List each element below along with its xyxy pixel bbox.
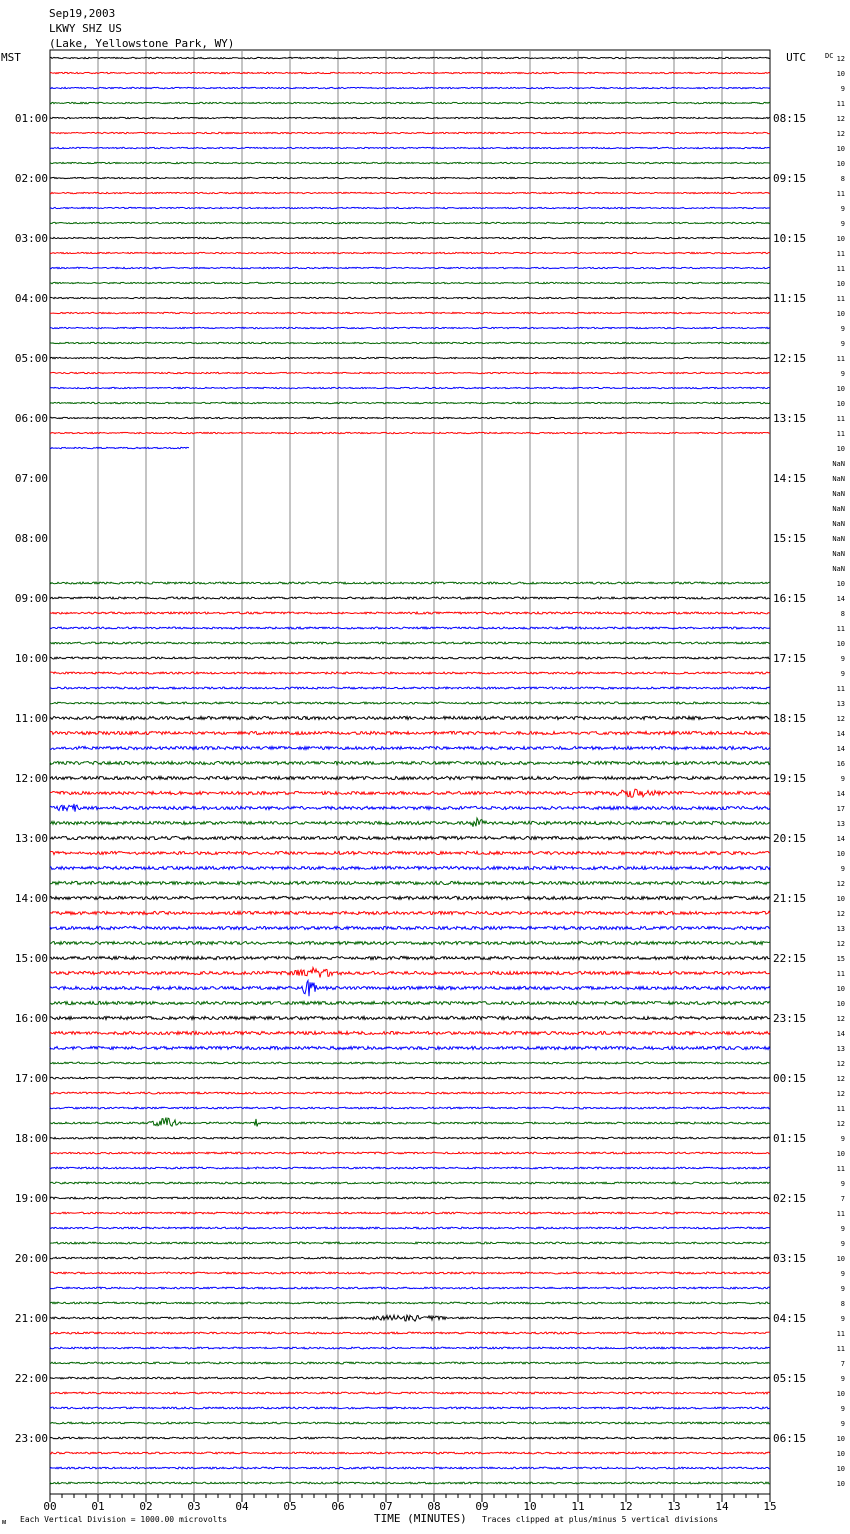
seismic-trace <box>50 327 770 328</box>
dc-value: NaN <box>832 505 845 513</box>
dc-value: 9 <box>840 775 845 783</box>
dc-value: 11 <box>836 430 845 438</box>
dc-value: 13 <box>836 1045 845 1053</box>
hour-label-mst: 05:00 <box>14 352 48 365</box>
plot-frame <box>50 50 770 1494</box>
dc-value: 9 <box>840 1285 845 1293</box>
hour-label-utc: 06:15 <box>773 1432 807 1445</box>
seismic-trace <box>50 297 770 298</box>
seismic-trace <box>50 657 770 659</box>
clip-note: Traces clipped at plus/minus 5 vertical divisions <box>482 1515 719 1524</box>
hour-label-utc: 14:15 <box>773 472 807 485</box>
seismic-trace <box>50 207 770 208</box>
dc-value: 10 <box>836 1150 845 1158</box>
dc-value: 12 <box>836 1120 845 1128</box>
dc-value: 14 <box>836 730 845 738</box>
seismic-trace <box>50 687 770 689</box>
dc-value: 9 <box>840 325 845 333</box>
hour-label-mst: 16:00 <box>14 1012 48 1025</box>
seismic-trace <box>50 981 770 997</box>
dc-value: 11 <box>836 625 845 633</box>
dc-value: 14 <box>836 745 845 753</box>
hour-label-mst: 18:00 <box>14 1132 48 1145</box>
hour-label-mst: 08:00 <box>14 532 48 545</box>
x-tick-label: 00 <box>43 1500 57 1513</box>
hour-label-mst: 11:00 <box>14 712 48 725</box>
seismic-trace <box>50 162 770 163</box>
seismic-trace <box>50 432 770 433</box>
x-tick-label: 10 <box>523 1500 537 1513</box>
seismic-trace <box>50 1092 770 1094</box>
dc-value: 12 <box>836 1060 845 1068</box>
x-tick-label: 13 <box>667 1500 681 1513</box>
dc-value: 12 <box>836 880 845 888</box>
seismic-trace <box>50 1422 770 1424</box>
seismic-trace <box>50 357 770 358</box>
seismic-trace <box>50 177 770 178</box>
dc-value: 13 <box>836 820 845 828</box>
hour-label-mst: 14:00 <box>14 892 48 905</box>
seismic-trace <box>50 1467 770 1469</box>
seismic-trace <box>50 387 770 388</box>
dc-value: 9 <box>840 1240 845 1248</box>
hour-label-mst: 20:00 <box>14 1252 48 1265</box>
hour-label-utc: 19:15 <box>773 772 807 785</box>
dc-value: 10 <box>836 640 845 648</box>
dc-value: 9 <box>840 655 845 663</box>
dc-value: 13 <box>836 925 845 933</box>
seismic-trace <box>50 1137 770 1139</box>
x-tick-label: 05 <box>283 1500 297 1513</box>
seismic-trace <box>50 1227 770 1229</box>
dc-value: 10 <box>836 850 845 858</box>
dc-value: 9 <box>840 865 845 873</box>
dc-value: 12 <box>836 715 845 723</box>
dc-value: 9 <box>840 1135 845 1143</box>
hour-label-mst: 04:00 <box>14 292 48 305</box>
dc-value: 12 <box>836 1075 845 1083</box>
seismic-trace <box>50 716 770 719</box>
dc-value: NaN <box>832 475 845 483</box>
hour-label-mst: 19:00 <box>14 1192 48 1205</box>
dc-value: 10 <box>836 310 845 318</box>
hour-label-utc: 02:15 <box>773 1192 807 1205</box>
dc-value: 9 <box>840 1420 845 1428</box>
dc-value: 9 <box>840 1270 845 1278</box>
x-axis-title: TIME (MINUTES) <box>374 1512 467 1525</box>
seismic-trace <box>50 1377 770 1379</box>
seismic-trace <box>50 746 770 749</box>
hour-label-mst: 10:00 <box>14 652 48 665</box>
dc-value: 10 <box>836 895 845 903</box>
seismic-trace <box>50 804 770 812</box>
scale-note: Each Vertical Division = 1000.00 microvolts <box>20 1515 228 1524</box>
seismic-trace <box>50 1482 770 1484</box>
dc-value: NaN <box>832 565 845 573</box>
dc-value: 15 <box>836 955 845 963</box>
dc-value: 10 <box>836 70 845 78</box>
seismic-trace <box>50 968 770 978</box>
seismic-trace <box>50 1001 770 1004</box>
dc-value: 10 <box>836 145 845 153</box>
dc-value: 9 <box>840 85 845 93</box>
hour-label-mst: 13:00 <box>14 832 48 845</box>
hour-label-mst: 23:00 <box>14 1432 48 1445</box>
dc-value: 11 <box>836 1165 845 1173</box>
dc-value: 10 <box>836 1435 845 1443</box>
hour-label-utc: 04:15 <box>773 1312 807 1325</box>
dc-value: 9 <box>840 1405 845 1413</box>
header-date: Sep19,2003 <box>49 7 116 20</box>
hour-label-mst: 03:00 <box>14 232 48 245</box>
dc-value: 11 <box>836 190 845 198</box>
seismic-trace <box>50 1407 770 1409</box>
dc-value: 11 <box>836 295 845 303</box>
seismic-trace <box>50 72 770 73</box>
dc-value: NaN <box>832 535 845 543</box>
x-tick-label: 09 <box>475 1500 489 1513</box>
dc-value: 11 <box>836 1105 845 1113</box>
hour-label-utc: 18:15 <box>773 712 807 725</box>
hour-label-mst: 02:00 <box>14 172 48 185</box>
left-zone-label: MST <box>1 51 21 64</box>
seismic-trace <box>50 282 770 283</box>
dc-value: 12 <box>836 940 845 948</box>
hour-label-mst: 22:00 <box>14 1372 48 1385</box>
seismic-trace <box>50 731 770 734</box>
seismic-trace <box>50 342 770 343</box>
seismic-trace <box>50 702 770 704</box>
hour-label-mst: 06:00 <box>14 412 48 425</box>
seismic-trace <box>50 1077 770 1079</box>
hour-label-utc: 16:15 <box>773 592 807 605</box>
dc-value: 9 <box>840 220 845 228</box>
seismic-trace <box>50 866 770 869</box>
dc-value: 10 <box>836 580 845 588</box>
dc-value: 13 <box>836 700 845 708</box>
hour-label-mst: 15:00 <box>14 952 48 965</box>
dc-value: 14 <box>836 835 845 843</box>
seismic-trace <box>50 222 770 223</box>
dc-value: 8 <box>840 610 845 618</box>
dc-value: 10 <box>836 445 845 453</box>
dc-value: 12 <box>836 910 845 918</box>
right-zone-label: UTC <box>786 51 806 64</box>
x-tick-label: 06 <box>331 1500 345 1513</box>
seismic-trace <box>50 911 770 914</box>
dc-value: 9 <box>840 1375 845 1383</box>
header-station: LKWY SHZ US <box>49 22 122 35</box>
dc-value: 11 <box>836 355 845 363</box>
dc-value: 10 <box>836 160 845 168</box>
hour-label-utc: 15:15 <box>773 532 807 545</box>
seismic-trace <box>50 57 770 58</box>
dc-value: 11 <box>836 1210 845 1218</box>
seismic-trace <box>50 1016 770 1019</box>
hour-label-utc: 17:15 <box>773 652 807 665</box>
dc-value: 9 <box>840 340 845 348</box>
hour-label-utc: 22:15 <box>773 952 807 965</box>
seismic-trace <box>50 117 770 118</box>
dc-value: 8 <box>840 1300 845 1308</box>
dc-value: 11 <box>836 970 845 978</box>
seismic-trace <box>50 851 770 854</box>
seismic-trace <box>50 1152 770 1154</box>
dc-value: 10 <box>836 280 845 288</box>
x-tick-label: 12 <box>619 1500 633 1513</box>
dc-value: 10 <box>836 1480 845 1488</box>
dc-value: 11 <box>836 265 845 273</box>
seismic-trace <box>50 132 770 133</box>
seismic-trace <box>50 1302 770 1304</box>
seismic-trace <box>50 582 770 584</box>
seismic-trace <box>50 761 770 764</box>
seismic-trace <box>50 1272 770 1274</box>
seismic-trace <box>50 1197 770 1199</box>
seismic-trace <box>50 1332 770 1334</box>
hour-label-utc: 05:15 <box>773 1372 807 1385</box>
seismic-trace <box>50 956 770 959</box>
hour-label-utc: 11:15 <box>773 292 807 305</box>
dc-value: 11 <box>836 685 845 693</box>
hour-label-utc: 09:15 <box>773 172 807 185</box>
dc-value: 17 <box>836 805 845 813</box>
seismic-trace <box>50 417 770 418</box>
dc-value: 14 <box>836 1030 845 1038</box>
seismic-trace <box>50 1257 770 1259</box>
seismic-trace <box>50 941 770 944</box>
dc-value: 8 <box>840 175 845 183</box>
seismic-trace <box>50 1118 770 1127</box>
seismic-trace <box>50 627 770 629</box>
dc-value: 9 <box>840 670 845 678</box>
hour-label-utc: 03:15 <box>773 1252 807 1265</box>
dc-label: DC <box>825 52 834 60</box>
dc-value: 11 <box>836 1330 845 1338</box>
corner-mark: ᴍ <box>2 1518 7 1526</box>
seismic-trace <box>50 896 770 899</box>
seismic-trace <box>50 1046 770 1049</box>
dc-value: 14 <box>836 595 845 603</box>
hour-label-mst: 07:00 <box>14 472 48 485</box>
seismic-trace <box>50 147 770 148</box>
hour-label-utc: 13:15 <box>773 412 807 425</box>
dc-value: 7 <box>840 1360 845 1368</box>
hour-label-utc: 10:15 <box>773 232 807 245</box>
x-tick-label: 07 <box>379 1500 393 1513</box>
seismic-trace <box>50 102 770 103</box>
hour-label-utc: 21:15 <box>773 892 807 905</box>
dc-value: 10 <box>836 1000 845 1008</box>
seismic-trace <box>50 402 770 403</box>
dc-value: 9 <box>840 1180 845 1188</box>
dc-value: NaN <box>832 460 845 468</box>
seismic-trace <box>50 1437 770 1439</box>
seismic-trace <box>50 252 770 253</box>
dc-value: 11 <box>836 415 845 423</box>
x-tick-label: 01 <box>91 1500 105 1513</box>
dc-value: 11 <box>836 100 845 108</box>
seismic-trace <box>50 312 770 313</box>
seismic-trace <box>50 789 770 797</box>
x-tick-label: 14 <box>715 1500 729 1513</box>
dc-value: 10 <box>836 1255 845 1263</box>
dc-value: 12 <box>836 1015 845 1023</box>
dc-value: 10 <box>836 1450 845 1458</box>
dc-value: 7 <box>840 1195 845 1203</box>
dc-value: 9 <box>840 1225 845 1233</box>
seismic-trace <box>50 926 770 929</box>
header-location: (Lake, Yellowstone Park, WY) <box>49 37 235 50</box>
seismic-trace <box>50 836 770 839</box>
dc-value: 12 <box>836 1090 845 1098</box>
seismic-trace <box>50 372 770 373</box>
seismic-trace <box>50 1031 770 1034</box>
x-tick-label: 04 <box>235 1500 249 1513</box>
dc-value: 16 <box>836 760 845 768</box>
hour-label-utc: 00:15 <box>773 1072 807 1085</box>
dc-value: NaN <box>832 490 845 498</box>
dc-value: 12 <box>836 115 845 123</box>
seismic-trace <box>50 1182 770 1184</box>
dc-value: 12 <box>836 55 845 63</box>
seismic-trace <box>50 1362 770 1364</box>
dc-value: 12 <box>836 130 845 138</box>
dc-value: 10 <box>836 385 845 393</box>
seismic-trace <box>50 1107 770 1109</box>
seismic-trace <box>50 1392 770 1394</box>
seismic-trace <box>50 237 770 238</box>
seismic-trace <box>50 1212 770 1214</box>
dc-value: NaN <box>832 550 845 558</box>
hour-label-utc: 08:15 <box>773 112 807 125</box>
hour-label-mst: 21:00 <box>14 1312 48 1325</box>
dc-value: 10 <box>836 985 845 993</box>
seismic-trace <box>50 447 189 448</box>
dc-value: 9 <box>840 1315 845 1323</box>
seismic-trace <box>50 818 770 827</box>
x-tick-label: 15 <box>763 1500 777 1513</box>
hour-label-mst: 09:00 <box>14 592 48 605</box>
dc-value: 9 <box>840 370 845 378</box>
hour-label-mst: 12:00 <box>14 772 48 785</box>
seismic-trace <box>50 1062 770 1064</box>
seismic-trace <box>50 1287 770 1289</box>
seismic-trace <box>50 1315 770 1321</box>
hour-label-utc: 01:15 <box>773 1132 807 1145</box>
dc-value: 9 <box>840 205 845 213</box>
seismic-trace <box>50 1242 770 1244</box>
hour-label-utc: 23:15 <box>773 1012 807 1025</box>
x-tick-label: 08 <box>427 1500 441 1513</box>
x-tick-label: 02 <box>139 1500 153 1513</box>
x-tick-label: 11 <box>571 1500 585 1513</box>
seismic-trace <box>50 267 770 268</box>
seismic-trace <box>50 672 770 674</box>
seismic-trace <box>50 612 770 614</box>
x-tick-label: 03 <box>187 1500 201 1513</box>
hour-label-mst: 17:00 <box>14 1072 48 1085</box>
seismic-trace <box>50 881 770 884</box>
hour-label-utc: 12:15 <box>773 352 807 365</box>
dc-value: 10 <box>836 235 845 243</box>
dc-value: 10 <box>836 400 845 408</box>
seismic-trace <box>50 1347 770 1349</box>
seismic-trace <box>50 87 770 88</box>
seismic-trace <box>50 1167 770 1169</box>
dc-value: 11 <box>836 250 845 258</box>
seismic-trace <box>50 776 770 779</box>
dc-value: NaN <box>832 520 845 528</box>
dc-value: 11 <box>836 1345 845 1353</box>
dc-value: 10 <box>836 1390 845 1398</box>
seismic-trace <box>50 1452 770 1454</box>
hour-label-utc: 20:15 <box>773 832 807 845</box>
seismic-trace <box>50 192 770 193</box>
dc-value: 14 <box>836 790 845 798</box>
dc-value: 10 <box>836 1465 845 1473</box>
seismic-trace <box>50 597 770 599</box>
hour-label-mst: 01:00 <box>14 112 48 125</box>
seismic-trace <box>50 642 770 644</box>
